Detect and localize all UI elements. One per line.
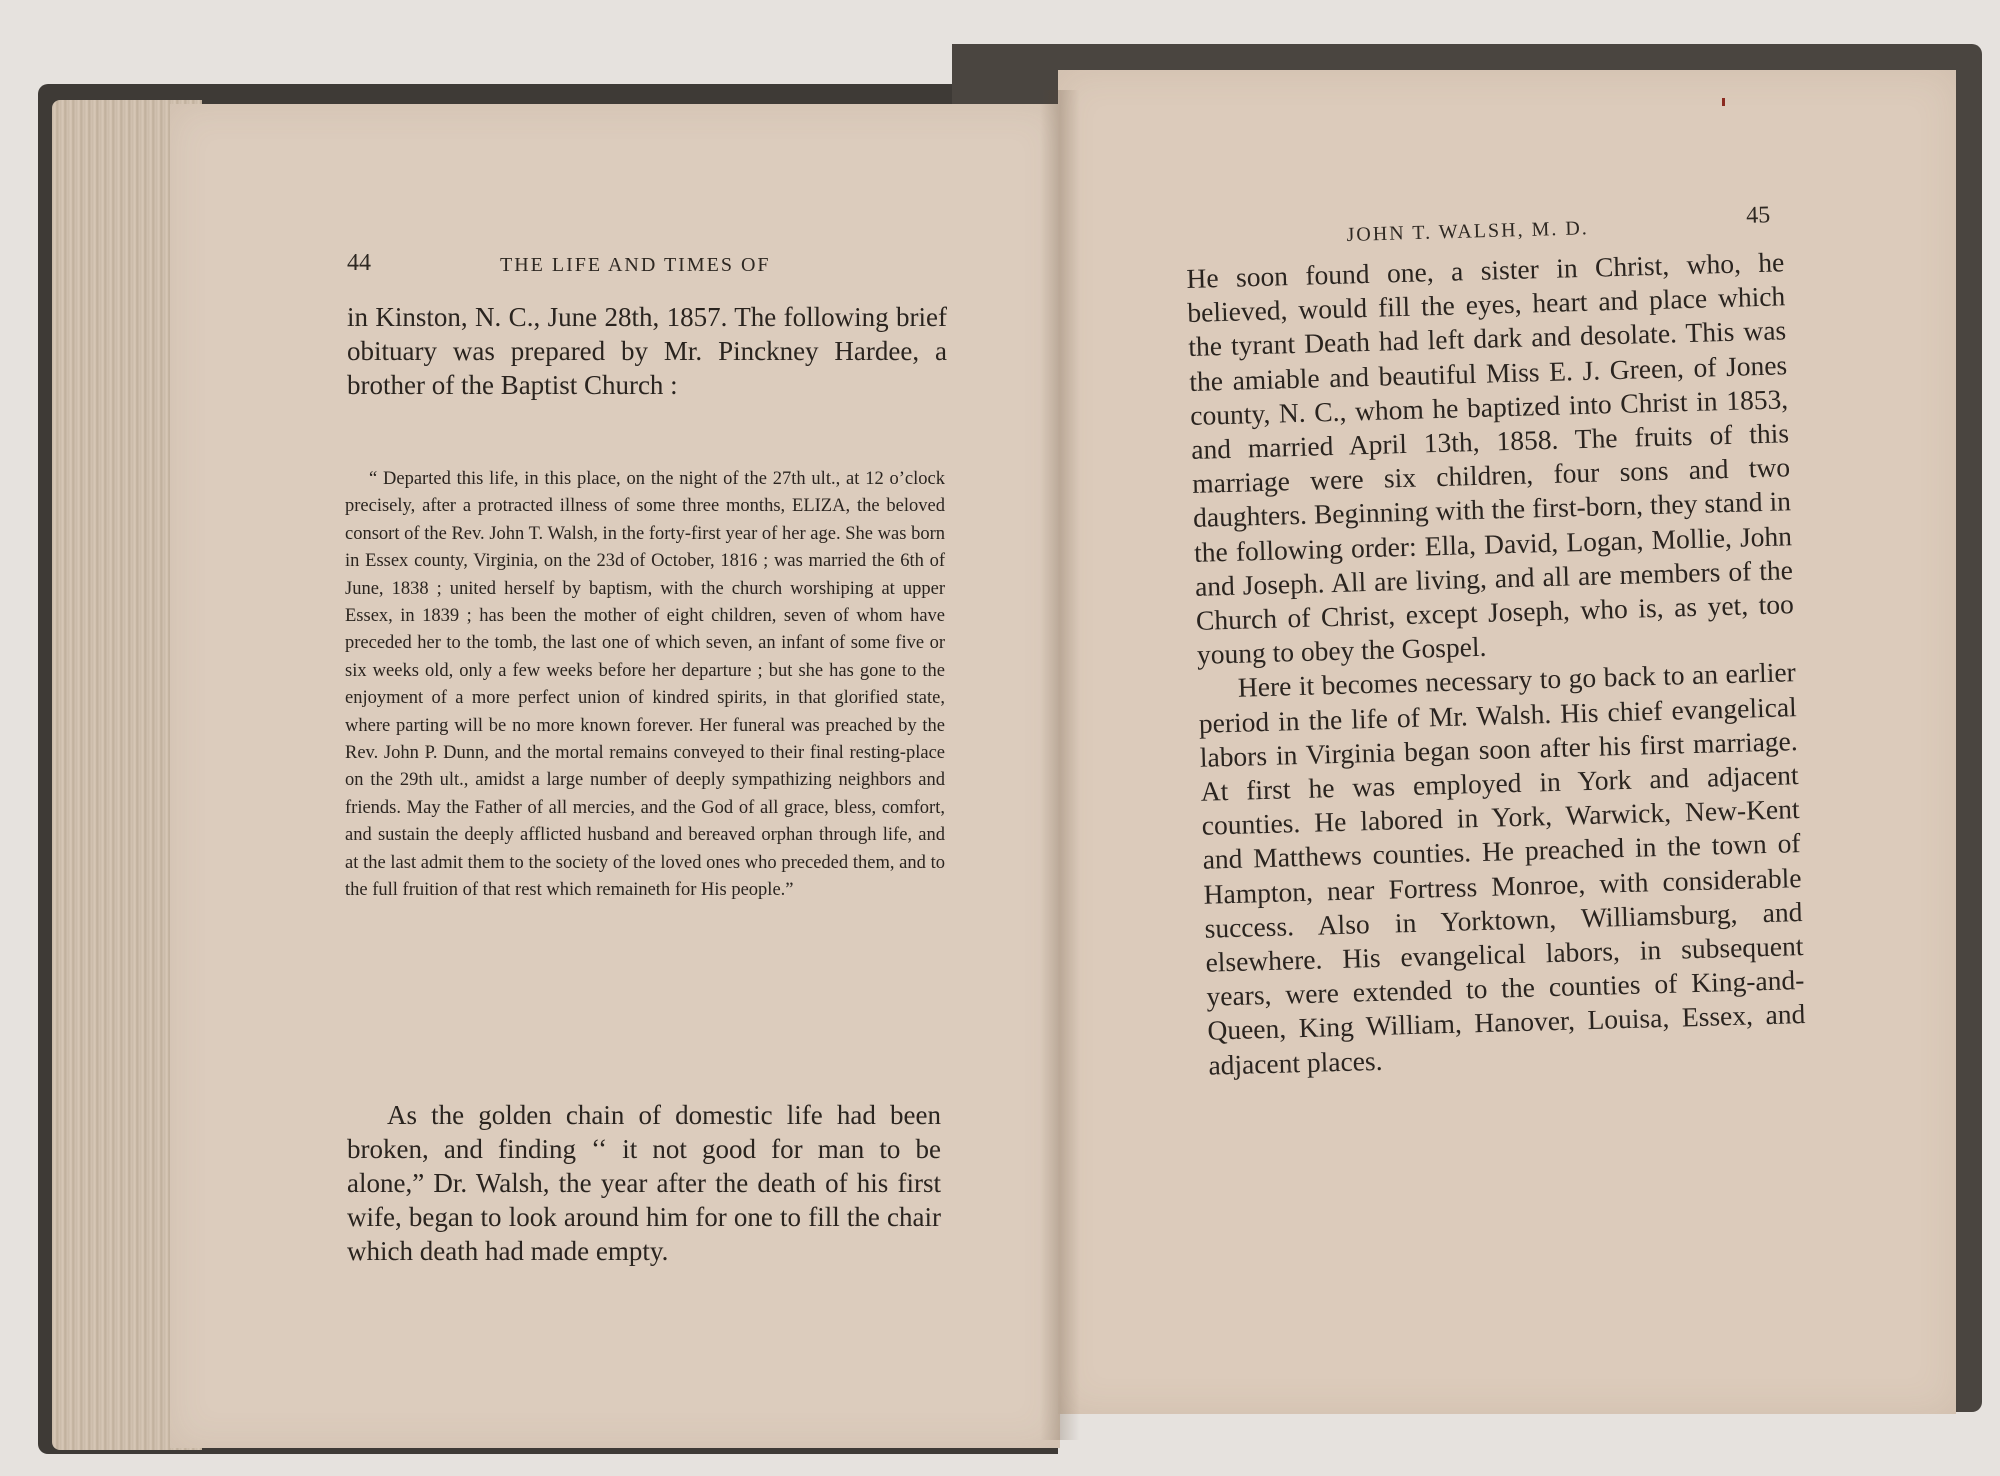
left-paragraph-2 bbox=[347, 1098, 941, 1268]
book-gutter bbox=[1040, 90, 1080, 1440]
right-page-number: 45 bbox=[1745, 202, 1771, 229]
obituary-quote bbox=[345, 466, 945, 905]
right-page-text bbox=[1186, 245, 1825, 1252]
left-page-number: 44 bbox=[347, 250, 371, 276]
left-paragraph-1 bbox=[347, 300, 947, 402]
right-text-block bbox=[1186, 245, 1807, 1082]
red-ink-mark bbox=[1722, 98, 1725, 106]
right-paragraph-1: He soon found one, a sister in Christ, who, he believed, would fill the eyes, heart and place which the tyrant Death had left dark and desolate. This was the amiable and beautiful Miss E. J. Green, of Jones county, N. C., whom he baptized into Christ in 1853, and married April 13th, 1858. The fruits of this marriage were six children, four sons and two daughters. Beginning with the first-born, they stand in the following order: Ella, David, Logan, Mollie, John and Joseph. All are living, and all are members of the Church of Christ, except Joseph, who is, as yet, too young to obey the Gospel. bbox=[1186, 246, 1795, 671]
left-running-head: THE LIFE AND TIMES OF bbox=[500, 254, 771, 276]
obituary-quote-text: “ Departed this life, in this place, on the night of the 27th ult., at 12 o’clock precisely, after a protracted illness of some three months, ELIZA, the beloved consort of the Rev. John T. Walsh, in the forty-first year of her age. She was born in Essex county, Virginia, on the 23d of October, 1816 ; was married the 6th of June, 1838 ; united herself by baptism, with the church worshiping at upper Essex, in 1839 ; has been the mother of eight children, seven of whom have preceded her to the tomb, the last one of which seven, an infant of some five or six weeks old, only a few weeks before her departure ; but she has gone to the enjoyment of a more perfect union of kindred spirits, in that glorified state, where parting will be no more known forever. Her funeral was preached by the Rev. John P. Dunn, and the mortal remains conveyed to their final resting-place on the 29th ult., amidst a large number of deeply sympathizing neighbors and friends. May the Father of all mercies, and the God of all grace, bless, comfort, and sustain the deeply afflicted husband and bereaved orphan through life, and at the last admit them to the society of the loved ones who preceded them, and to the full fruition of that rest which remaineth for His people.” bbox=[345, 469, 945, 901]
right-paragraph-2: Here it becomes necessary to go back to an earlier period in the life of Mr. Walsh. His chief evangelical labors in Virginia began soon after his first marriage. At first he was employed in York and adjacent counties. He labored in York, Warwick, New-Kent and Matthews counties. He preached in the town of Hampton, near Fortress Monroe, with considerable success. Also in Yorktown, Williamsburg, and elsewhere. His evangelical labors, in subsequent years, were extended to the counties of King-and-Queen, King William, Hanover, Louisa, Essex, and adjacent places. bbox=[1198, 656, 1806, 1081]
left-paragraph-2-text: As the golden chain of domestic life had been broken, and finding ‘‘ it not good for man to be alone,” Dr. Walsh, the year after the death of his first wife, began to look around him for one to fill the chair which death had made empty. bbox=[347, 1100, 941, 1266]
left-paragraph-1-text: in Kinston, N. C., June 28th, 1857. The following brief obituary was prepared by Mr. Pinckney Hardee, a brother of the Baptist Church : bbox=[347, 302, 947, 400]
right-running-head: JOHN T. WALSH, M. D. bbox=[1346, 217, 1590, 246]
